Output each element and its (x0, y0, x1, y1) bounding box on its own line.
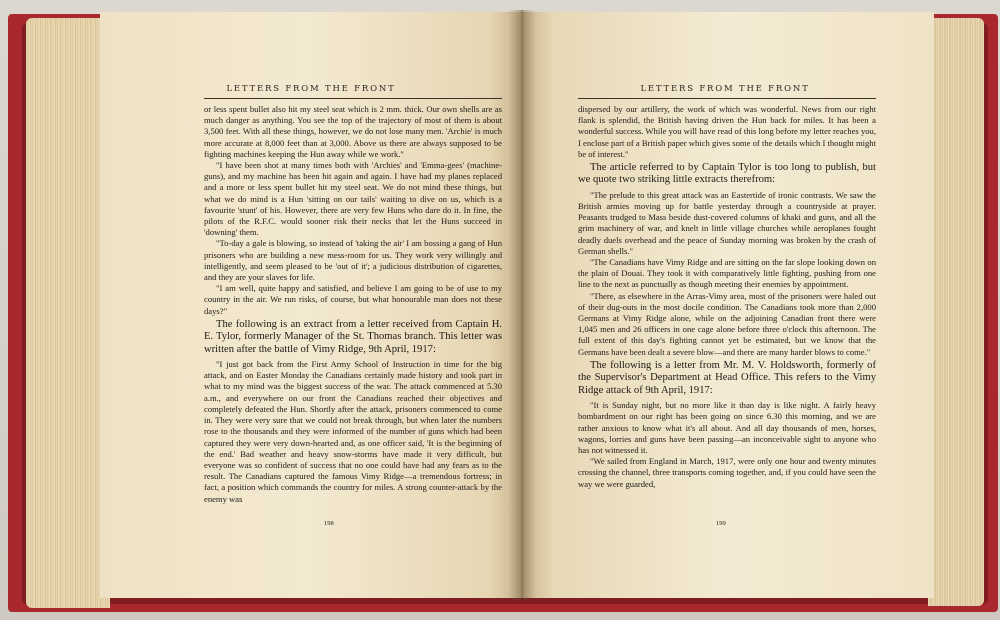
running-head-right: LETTERS FROM THE FRONT (640, 84, 810, 94)
page-number-left: 198 (324, 520, 334, 527)
paragraph: "The prelude to this great attack was an Eastertide of ironic contrasts. We saw the British armies moving up for battle yesterday through a countryside at prayer. Peasants trudged to Mass beside dust-covered columns of khaki and guns, and all the grim machinery of war, and knelt in little village churches while aeroplanes fought deadly duels overhead and the peace of Sunday morning was broken by the crash of German shells." (578, 189, 876, 256)
right-page (520, 12, 934, 598)
page-edges-left (26, 18, 110, 608)
page-number-right: 199 (716, 520, 726, 527)
running-head-left: LETTERS FROM THE FRONT (226, 84, 396, 94)
editorial-introduction: The following is a letter from Mr. M. V. Holdsworth, formerly of the Supervisor's Department at Head Office. This refers to the Vimy Ridge attack of 9th April, 1917: (578, 359, 876, 396)
paragraph: or less spent bullet also hit my steel seat which is 2 mm. thick. Our own shells are as much danger as anything. You see the top of the trajectory of most of them is about 3,500 feet. With all these things, however, we do not lose many men. 'Archie' is much more accurate at 8,000 feet than at 3,000. Above us there are always supposed to be fighting machines keeping the Hun away while we work." (204, 104, 502, 159)
left-page (100, 12, 522, 598)
right-page-body (578, 104, 876, 490)
paragraph: "We sailed from England in March, 1917, were only one hour and twenty minutes crossing the channel, three transports coming together, and, if you could have seen the way we were guarded, (578, 456, 876, 489)
paragraph: "It is Sunday night, but no more like it than day is like night. A fairly heavy bombardment on our right has been going on since 6.30 this morning, and we are rather anxious to know what it's all about. And all day thousands of men, horses, wagons, lorries and guns have been passing—an inconceivable sight to anyone who has not witnessed it. (578, 400, 876, 455)
page-edges-right (928, 18, 984, 606)
left-page-body (204, 104, 502, 505)
book-gutter (508, 10, 536, 600)
header-rule-right (578, 98, 876, 99)
paragraph: "The Canadians have Vimy Ridge and are sitting on the far slope looking down on the plain of Douai. They took it with comparatively little fighting, pushing from one line to the next as punctually as though meeting their enemies by appointment. (578, 257, 876, 290)
paragraph: dispersed by our artillery, the work of which was wonderful. News from our right flank is splendid, the British having driven the Hun back for miles. It has been a wonderful success. While you will have read of this long before my letter reaches you, I enclose part of a British paper which gives some of the details which I thought might be of interest." (578, 104, 876, 159)
paragraph: "I am well, quite happy and satisfied, and believe I am going to be of use to my country in the air. We run risks, of course, but what honourable man does not these days?" (204, 283, 502, 316)
editorial-introduction: The following is an extract from a letter received from Captain H. E. Tylor, formerly Manager of the St. Thomas branch. This letter was written after the battle of Vimy Ridge, 9th April, 1917: (204, 318, 502, 355)
paragraph: "I have been shot at many times both with 'Archies' and 'Emma-gees' (machine-guns), and my machine has been hit again and again. I have had my planes replaced and a more or less spent bullet hit my steel seat. We do not mind these things, but what we do mind is a Hun 'sitting on our tails' waiting to dive on us, which is a favourite 'stunt' of his. However, there are very few Huns who dare do it. In fine, the pilots of the R.F.C. would sooner risk their necks that let the Huns succeed in 'downing' them. (204, 160, 502, 238)
header-rule-left (204, 98, 502, 99)
editorial-introduction: The article referred to by Captain Tylor is too long to publish, but we quote two striking little extracts therefrom: (578, 162, 876, 186)
paragraph: "To-day a gale is blowing, so instead of 'taking the air' I am bossing a gang of Hun prisoners who are building a new mess-room for us. They work very willingly and intelligently, and seem pleased to be 'out of it'; a judicious distribution of cigarettes, and they are your slaves for life. (204, 238, 502, 283)
paragraph: "There, as elsewhere in the Arras-Vimy area, most of the prisoners were haled out of their dug-outs in the most docile condition. The Canadians took more than 2,000 Germans at Vimy Ridge alone, while on the adjoining Canadian front there were 1,045 men and 26 officers in one cage alone before three o'clock this afternoon. The full extent of this day's fighting cannot yet be estimated, but we know that the Germans have been dealt a severe blow—and there are many harder blows to come." (578, 290, 876, 357)
paragraph: "I just got back from the First Army School of Instruction in time for the big attack, and on Easter Monday the Canadians certainly made history and took part in what to my mind was the biggest success of the war. The attack commenced at 5.30 a.m., and everywhere on our front the Canadians reached their objectives and completely defeated the Hun. Shortly after the attack, prisoners commenced to come in. They were very sure that we could not break through, but when later the numbers rose to the thousands and they were informed of the number of guns which had been captured they were very down-hearted and, as one officer said, 'It is the beginning of the end.' Bad weather and heavy snow-storms have made it very difficult, but everyone was so confident of success that no one could have had any fears as to the result. The Canadians captured the famous Vimy Ridge—a tremendous fortress; in fact, a position which commands the country for miles. A strong counter-attack by the enemy was (204, 359, 502, 504)
